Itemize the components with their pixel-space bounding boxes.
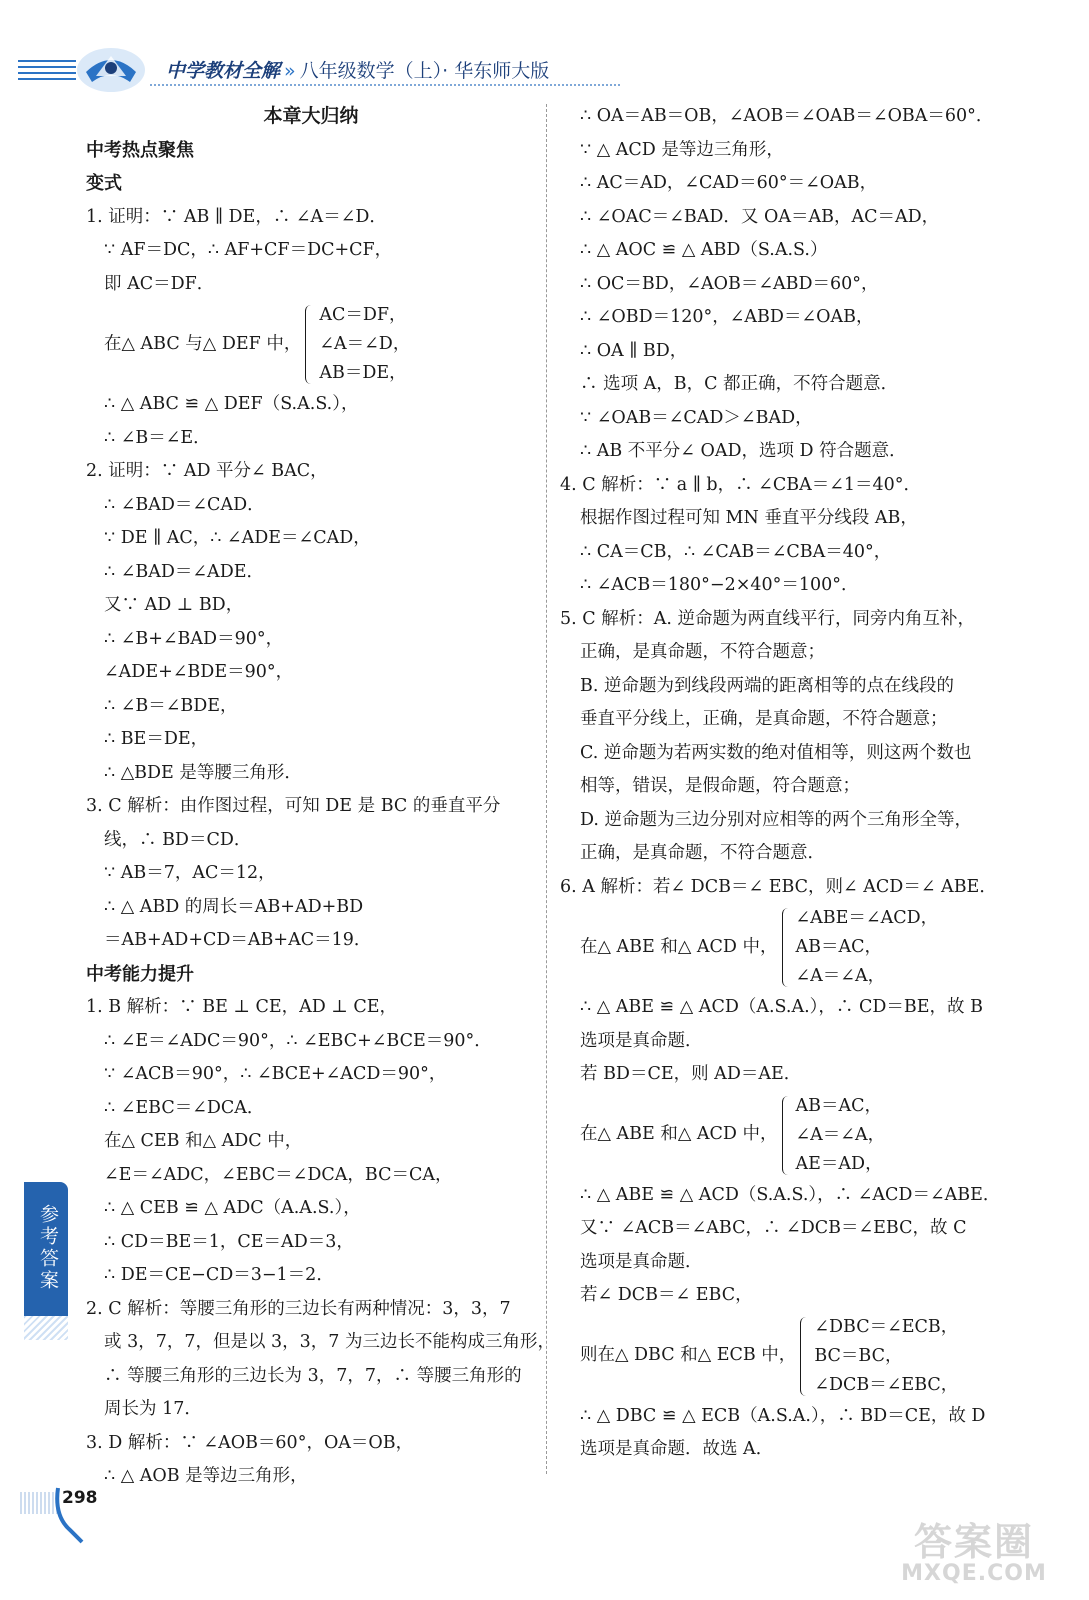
system-line: BC＝BC，	[814, 1345, 903, 1366]
answer-line: ∴ ∠ACB＝180°−2×40°＝100°．	[580, 575, 859, 595]
answer-line: ∴ DE＝CE−CD＝3−1＝2．	[104, 1265, 334, 1285]
answer-line: ∴ CA＝CB，∴ ∠CAB＝∠CBA＝40°，	[580, 541, 892, 562]
system-prefix: 则在△ DBC 和△ ECB 中，	[580, 1345, 797, 1366]
answer-line: 根据作图过程可知 MN 垂直平分线段 AB，	[580, 508, 918, 528]
answer-block-2b	[86, 1293, 555, 1427]
equation-system	[560, 1313, 1020, 1400]
answer-line: 4. C 解析：∵ a ∥ b，∴ ∠CBA＝∠1＝40°．	[560, 474, 922, 495]
answer-line: 2. 证明：∵ AD 平分∠ BAC，	[86, 461, 328, 481]
book-subtitle: 八年级数学（上）· 华东师大版	[299, 60, 550, 82]
left-column	[86, 100, 555, 1494]
answer-line: 5. C 解析：A. 逆命题为两直线平行，同旁内角互补，	[560, 608, 975, 629]
system-line: ∠A＝∠A，	[795, 966, 886, 986]
header-title	[166, 56, 549, 83]
answer-line: 正确，是真命题，不符合题意．	[580, 843, 825, 863]
answer-line: ∴ ∠EBC＝∠DCA．	[104, 1097, 265, 1118]
answer-line: ∴ ∠B＝∠BDE，	[104, 695, 238, 716]
answer-line: ∴ OC＝BD，∠AOB＝∠ABD＝60°，	[580, 273, 879, 294]
column-divider	[546, 104, 547, 1474]
answer-line: ∴ △ ABD 的周长＝AB+AD+BD	[104, 896, 364, 917]
system-line: AE＝AD，	[795, 1153, 883, 1174]
answer-block-4	[560, 469, 1020, 603]
answer-line: ∴ △ ABC ≌ △ DEF（S.A.S.），	[104, 394, 359, 414]
system-line: ∠ABE＝∠ACD，	[795, 908, 939, 928]
left-brace-icon	[800, 1317, 808, 1396]
page-number: 298	[62, 1488, 98, 1508]
system-line: AB＝AC，	[795, 1095, 883, 1116]
subsection-heading-variants: 变式	[86, 173, 122, 194]
chapter-title: 本章大归纳	[263, 105, 359, 127]
section-heading-hotspots: 中考热点聚焦	[86, 139, 194, 161]
answer-line: 相等，错误，是假命题，符合题意；	[580, 776, 860, 796]
answer-line: 若 BD＝CE，则 AD＝AE．	[580, 1064, 802, 1084]
answer-line: ∠ADE+∠BDE＝90°，	[104, 662, 294, 682]
answer-line: ∴ OA＝AB＝OB，∠AOB＝∠OAB＝∠OBA＝60°．	[580, 106, 994, 126]
answer-line: ∴ ∠B＝∠E．	[104, 427, 211, 448]
system-prefix: 在△ ABC 与△ DEF 中，	[104, 333, 302, 354]
answer-line: 选项是真命题．	[580, 1251, 703, 1272]
answer-line: C. 逆命题为若两实数的绝对值相等，则这两个数也	[580, 742, 972, 763]
equation-system	[86, 301, 536, 388]
answer-line: 垂直平分线上，正确，是真命题，不符合题意；	[580, 709, 948, 729]
system-line: AB＝AC，	[795, 937, 883, 957]
system-line: ∠A＝∠D，	[319, 334, 411, 354]
system-prefix: 在△ ABE 和△ ACD 中，	[580, 936, 778, 957]
answer-line: 选项是真命题．故选 A．	[580, 1439, 774, 1459]
answer-line: ∴ ∠E＝∠ADC＝90°，∴ ∠EBC+∠BCE＝90°．	[104, 1030, 492, 1051]
answer-line: 正确，是真命题，不符合题意；	[580, 642, 825, 662]
answer-block-2	[86, 455, 536, 790]
answer-line: ∴ CD＝BE＝1，CE＝AD＝3，	[104, 1231, 354, 1252]
equation-system	[560, 904, 1020, 991]
left-brace-icon	[782, 1096, 790, 1175]
watermark-url: MXQE.COM	[901, 1561, 1047, 1586]
answer-line: ∴ AC＝AD，∠CAD＝60°＝∠OAB，	[580, 173, 878, 193]
answer-line: 1. B 解析：∵ BE ⊥ CE，AD ⊥ CE，	[86, 997, 398, 1017]
answer-line: ∴ AB 不平分∠ OAD，选项 D 符合题意．	[580, 441, 907, 461]
system-line: AC＝DF，	[319, 305, 407, 325]
book-logo-icon	[74, 42, 148, 94]
answer-line: 3. C 解析：由作图过程，可知 DE 是 BC 的垂直平分	[86, 796, 501, 816]
watermark-text: 答案圈	[913, 1520, 1034, 1564]
answer-block-3b-continued	[560, 100, 1020, 469]
system-line: ∠A＝∠A，	[795, 1124, 886, 1145]
answer-line: 又∵ ∠ACB＝∠ABC，∴ ∠DCB＝∠EBC，故 C	[580, 1218, 967, 1238]
book-title: 中学教材全解	[166, 60, 281, 82]
answer-line: 又∵ AD ⊥ BD，	[104, 595, 244, 615]
answer-line: ∴ OA ∥ BD，	[580, 340, 688, 361]
section-heading-ability: 中考能力提升	[86, 963, 194, 985]
right-column	[560, 100, 1020, 1467]
double-chevron-icon: »	[284, 60, 296, 82]
left-brace-icon	[305, 305, 313, 384]
header-rule	[150, 84, 620, 86]
left-brace-icon	[782, 908, 790, 987]
header-stripes	[18, 60, 76, 84]
answer-line: ∴ 选项 A，B，C 都正确，不符合题意．	[580, 374, 899, 394]
side-tab-label: 参考答案	[37, 1204, 59, 1292]
answer-line: ∴ BE＝DE，	[104, 729, 209, 749]
side-tab-hatch	[24, 1316, 68, 1340]
answer-line: ∴ △ ABE ≌ △ ACD（S.A.S.），∴ ∠ACD＝∠ABE．	[580, 1184, 1001, 1205]
answer-line: 周长为 17．	[104, 1399, 202, 1419]
answer-line: 线，∴ BD＝CD．	[104, 829, 252, 850]
watermark-logo	[889, 1522, 1059, 1592]
page-header	[0, 40, 1089, 100]
answer-line: ∴ △ ABE ≌ △ ACD（A.S.A.），∴ CD＝BE，故 B	[580, 997, 983, 1017]
answer-line: ∵ AB＝7，AC＝12，	[104, 863, 276, 883]
system-line: ∠DCB＝∠EBC，	[814, 1374, 959, 1395]
answer-line: D. 逆命题为三边分别对应相等的两个三角形全等，	[580, 809, 973, 830]
equation-system	[560, 1092, 1020, 1179]
answer-line: 2. C 解析：等腰三角形的三边长有两种情况：3，3，7	[86, 1298, 511, 1319]
system-prefix: 在△ ABE 和△ ACD 中，	[580, 1124, 778, 1145]
answer-line: 若∠ DCB＝∠ EBC，	[580, 1285, 753, 1305]
answer-line: ∴ △ AOB 是等边三角形，	[104, 1466, 308, 1486]
answer-line: ∴ 等腰三角形的三边长为 3，7，7，∴ 等腰三角形的	[104, 1365, 522, 1386]
answer-line: 选项是真命题．	[580, 1030, 703, 1051]
answer-line: ∴ ∠BAD＝∠ADE．	[104, 561, 264, 582]
answer-line: ∴ ∠OAC＝∠BAD．又 OA＝AB，AC＝AD，	[580, 206, 940, 227]
answer-line: 即 AC＝DF．	[104, 273, 215, 294]
answer-block-1b	[86, 991, 536, 1293]
answer-block-3b	[86, 1427, 536, 1494]
answer-line: ∵ ∠ACB＝90°，∴ ∠BCE+∠ACD＝90°，	[104, 1064, 447, 1084]
answer-line: ∴ △ CEB ≌ △ ADC（A.A.S.），	[104, 1198, 361, 1218]
answer-line: ∴ △BDE 是等腰三角形．	[104, 762, 302, 783]
answer-line: ∴ △ DBC ≌ △ ECB（A.S.A.），∴ BD＝CE，故 D	[580, 1405, 986, 1426]
answer-line: ∴ ∠B+∠BAD＝90°，	[104, 628, 284, 649]
system-line: ∠DBC＝∠ECB，	[814, 1316, 959, 1337]
side-tab-answers	[24, 1182, 68, 1334]
answer-line: ∵ △ ACD 是等边三角形，	[580, 139, 784, 160]
answer-line: B. 逆命题为到线段两端的距离相等的点在线段的	[580, 675, 954, 696]
answer-block-3	[86, 790, 536, 958]
answer-line: ∵ AF＝DC，∴ AF+CF＝DC+CF，	[104, 240, 393, 260]
answer-line: ∴ ∠OBD＝120°，∠ABD＝∠OAB，	[580, 307, 874, 327]
answer-block-6	[560, 871, 1020, 1467]
answer-line: 或 3，7，7，但是以 3，3，7 为三边长不能构成三角形，	[104, 1332, 555, 1352]
answer-line: ∵ DE ∥ AC，∴ ∠ADE＝∠CAD，	[104, 528, 371, 548]
answer-line: ∵ ∠OAB＝∠CAD＞∠BAD，	[580, 407, 813, 428]
answer-line: 在△ CEB 和△ ADC 中，	[104, 1131, 303, 1151]
answer-line: ∠E＝∠ADC，∠EBC＝∠DCA，BC＝CA，	[104, 1164, 453, 1185]
answer-block-1	[86, 201, 536, 456]
answer-line: ∴ △ AOC ≌ △ ABD（S.A.S.）	[580, 240, 828, 260]
answer-line: ＝AB+AD+CD＝AB+AC＝19．	[104, 930, 372, 950]
answer-line: 3. D 解析：∵ ∠AOB＝60°，OA＝OB，	[86, 1432, 414, 1453]
answer-line: 1. 证明：∵ AB ∥ DE，∴ ∠A＝∠D．	[86, 206, 387, 227]
answer-line: 6. A 解析：若∠ DCB＝∠ EBC，则∠ ACD＝∠ ABE．	[560, 876, 997, 897]
system-line: AB＝DE，	[319, 363, 407, 383]
answer-block-5	[560, 603, 1020, 871]
answer-line: ∴ ∠BAD＝∠CAD．	[104, 494, 265, 515]
